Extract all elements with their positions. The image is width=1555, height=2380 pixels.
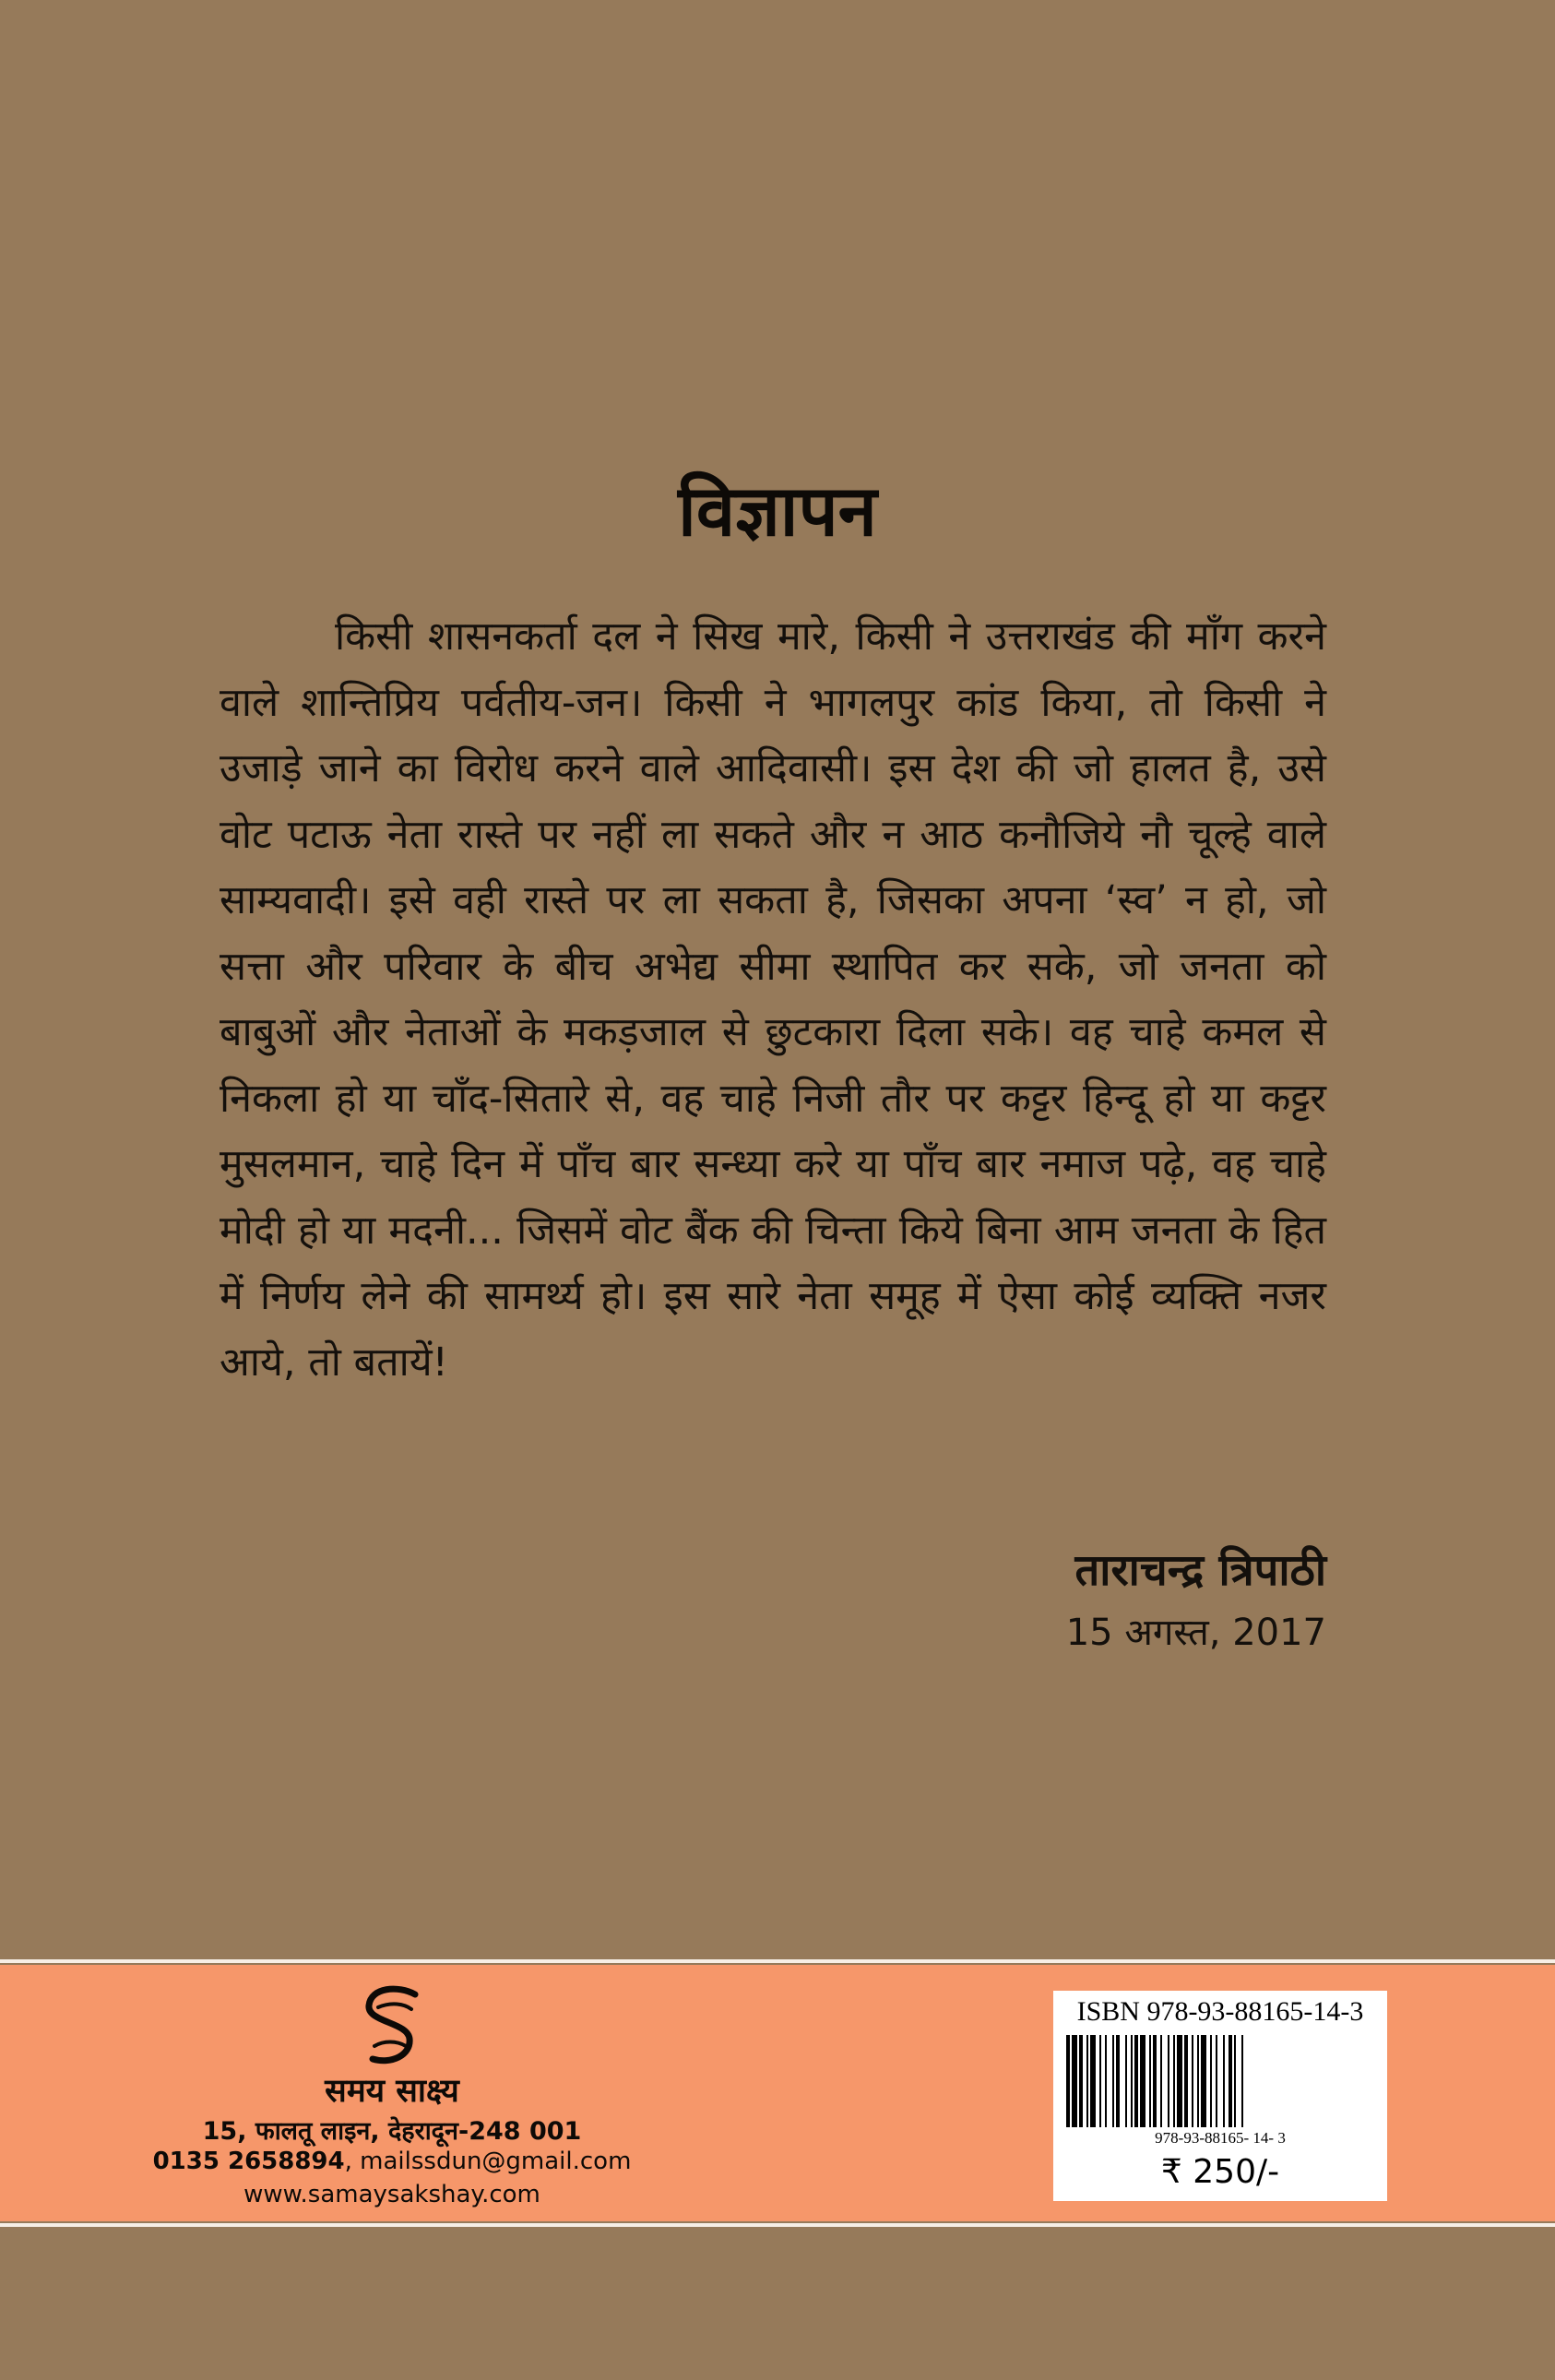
publisher-phone: 0135 2658894 — [152, 2148, 345, 2175]
barcode-bar — [1153, 2035, 1157, 2127]
page-title: विज्ञापन — [678, 470, 877, 552]
barcode-bar — [1192, 2035, 1193, 2127]
barcode-bar — [1099, 2035, 1101, 2127]
isbn-label: ISBN 978-93-88165-14-3 — [1076, 1996, 1364, 2027]
barcode-bar — [1072, 2035, 1077, 2127]
publisher-website: www.samaysakshay.com — [243, 2181, 540, 2208]
barcode-bar — [1140, 2035, 1145, 2127]
barcode-bar — [1112, 2035, 1114, 2127]
publisher-contact: 0135 2658894, mailssdun@gmail.com — [152, 2148, 632, 2175]
barcode-bar — [1086, 2035, 1088, 2127]
barcode-bar — [1168, 2035, 1169, 2127]
barcode-bar — [1079, 2035, 1083, 2127]
barcode-bar — [1090, 2035, 1096, 2127]
barcode-bar — [1223, 2035, 1225, 2127]
barcode-bar — [1066, 2035, 1070, 2127]
barcode-bar — [1229, 2035, 1232, 2127]
barcode-bar — [1131, 2035, 1133, 2127]
publisher-email: mailssdun@gmail.com — [360, 2148, 632, 2175]
date-text: 15 अगस्त, 2017 — [1065, 1612, 1326, 1654]
barcode-bar — [1216, 2035, 1217, 2127]
barcode-number: 978-93-88165- 14- 3 — [1155, 2129, 1286, 2147]
barcode-bar — [1201, 2035, 1206, 2127]
author-name: ताराचन्द्र त्रिपाठी — [1074, 1545, 1326, 1596]
footer-band — [0, 1965, 1555, 2221]
barcode-bar — [1149, 2035, 1151, 2127]
barcode-bar — [1184, 2035, 1188, 2127]
divider-bottom — [0, 2223, 1555, 2227]
publisher-name: समय साक्ष्य — [325, 2073, 459, 2110]
barcode-bar — [1177, 2035, 1182, 2127]
price-label: ₹ 250/- — [1160, 2153, 1280, 2191]
barcode-bar — [1210, 2035, 1212, 2127]
barcode-bar — [1134, 2035, 1138, 2127]
barcode-bars — [1064, 2035, 1376, 2127]
barcode-bar — [1241, 2035, 1243, 2127]
barcode-bar — [1125, 2035, 1127, 2127]
barcode-panel — [1053, 1991, 1387, 2201]
barcode-bar — [1116, 2035, 1120, 2127]
barcode-bar — [1105, 2035, 1107, 2127]
barcode-bar — [1197, 2035, 1199, 2127]
divider-top — [0, 1959, 1555, 1963]
barcode-bar — [1173, 2035, 1175, 2127]
body-paragraph: किसी शासनकर्ता दल ने सिख मारे, किसी ने उत्तराखंड की माँग करने वाले शान्तिप्रिय पर्वतीय-जन। किसी ने भागलपुर कांड किया, तो किसी ने उजाड़े जाने का विरोध करने वाले आदिवासी। इस देश की जो हालत है, उसे वोट पटाऊ नेता रास्ते पर नहीं ला सकते और न आठ कनौजिये नौ चूल्हे वाले साम्यवादी। इसे वही रास्ते पर ला सकता है, जिसका अपना ‘स्व’ न हो, जो सत्ता और परिवार के बीच अभेद्य सीमा स्थापित कर सके, जो जनता को बाबुओं और नेताओं के मकड़जाल से छुटकारा दिला सके। वह चाहे कमल से निकला हो या चाँद-सितारे से, वह चाहे निजी तौर पर कट्टर हिन्दू हो या कट्टर मुसलमान, चाहे दिन में पाँच बार सन्ध्या करे या पाँच बार नमाज पढ़े, वह चाहे मोदी हो या मदनी... जिसमें वोट बैंक की चिन्ता किये बिना आम जनता के हित में निर्णय लेने की सामर्थ्य हो। इस सारे नेता समूह में ऐसा कोई व्यक्ति नजर आये, तो बतायें! — [220, 613, 1326, 1386]
barcode-bar — [1160, 2035, 1162, 2127]
publisher-address: 15, फालतू लाइन, देहरादून-248 001 — [202, 2117, 582, 2146]
barcode-bar — [1234, 2035, 1236, 2127]
publisher-logo-icon — [350, 1981, 433, 2074]
